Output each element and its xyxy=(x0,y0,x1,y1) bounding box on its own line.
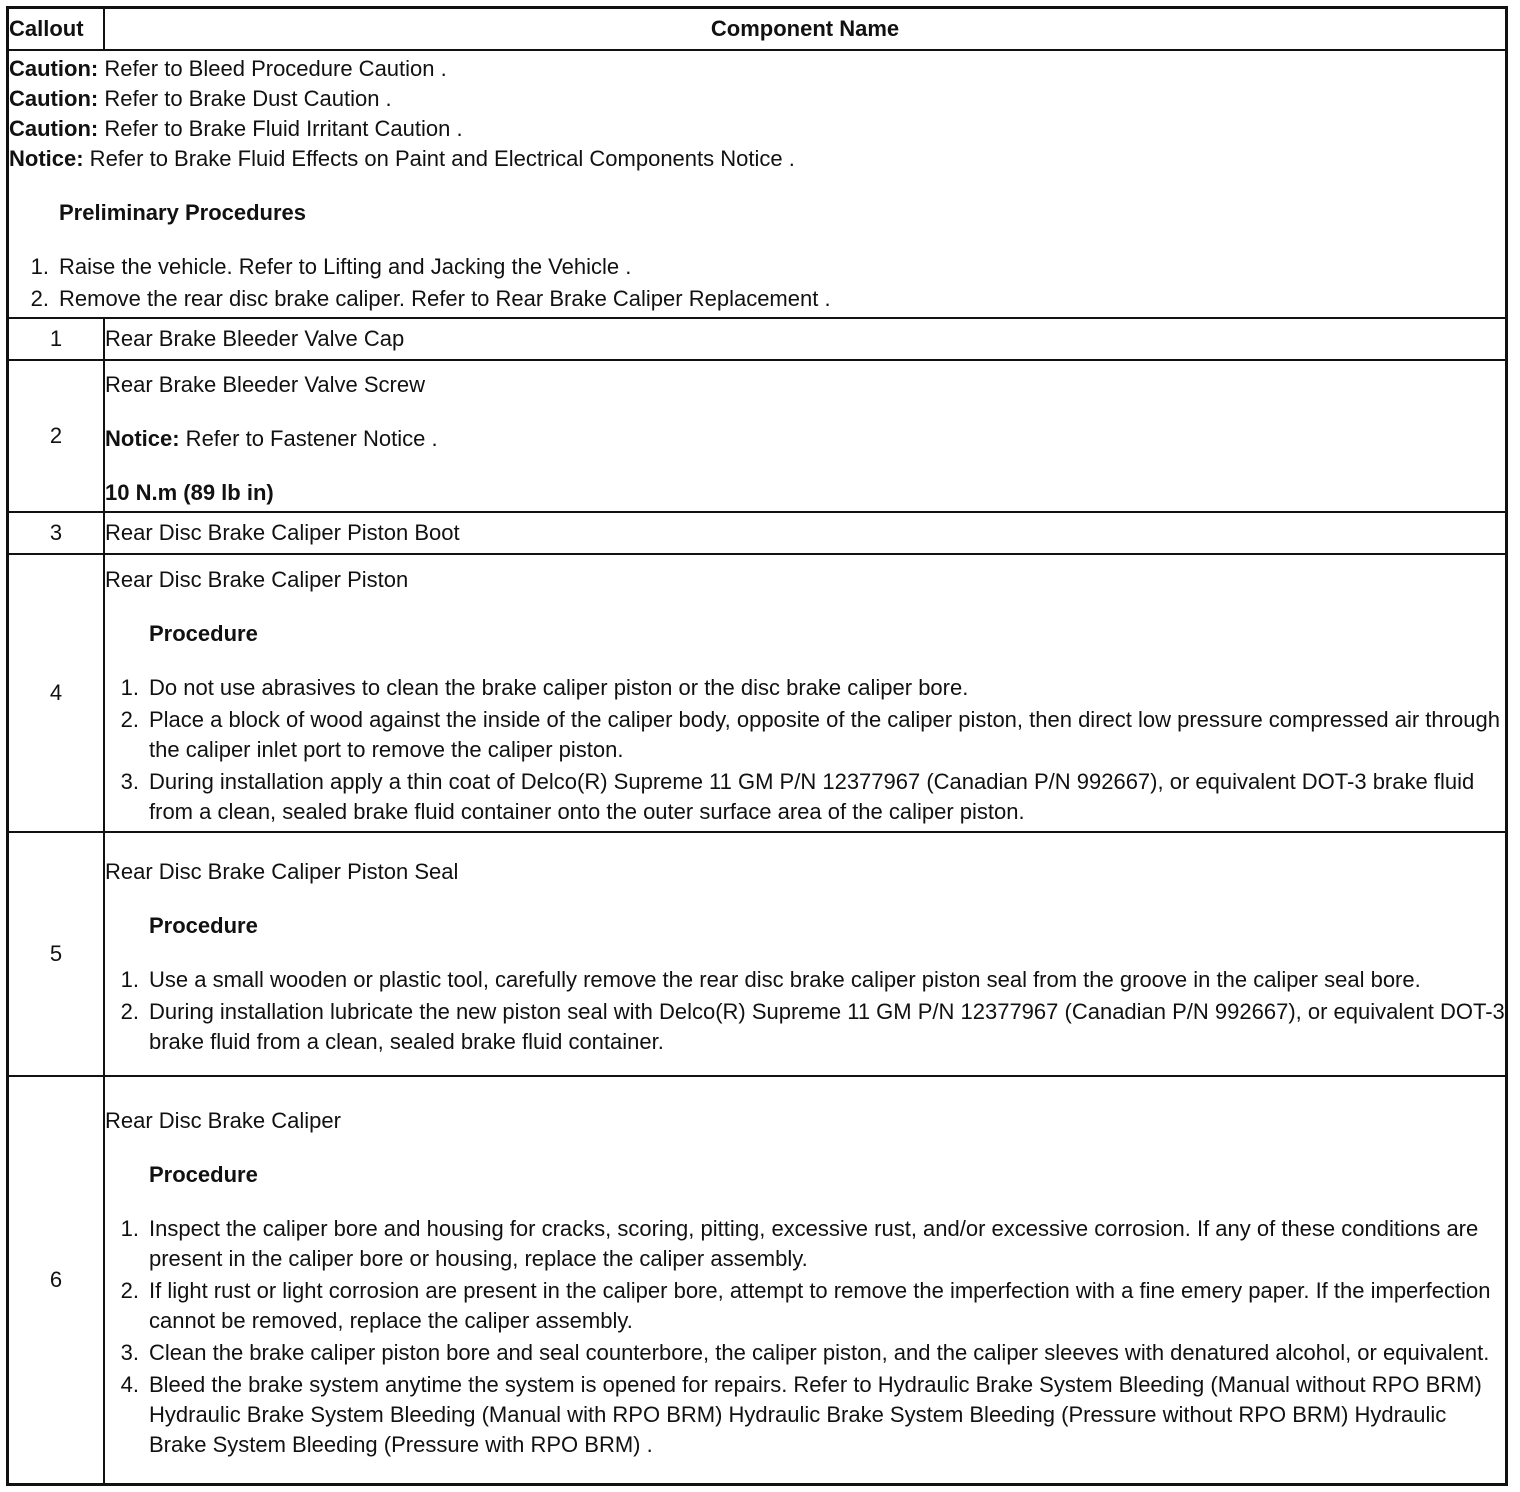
header-row xyxy=(8,8,1507,51)
component-cell xyxy=(104,1076,1507,1485)
preliminary-steps xyxy=(9,252,1505,314)
component-name: Rear Disc Brake Caliper Piston Boot xyxy=(104,512,1507,554)
torque-spec: 10 N.m (89 lb in) xyxy=(105,480,274,505)
procedure-title: Procedure xyxy=(149,913,258,938)
notice-note: Notice: Refer to Fastener Notice . xyxy=(105,426,438,451)
table-row xyxy=(8,832,1507,1076)
list-item: 3. During installation apply a thin coat of Delco(R) Supreme 11 GM P/N 12377967 (Canadian P/N 992667), or equivalent DOT-3 brake fluid from a clean, sealed brake fluid container onto the outer surface area of the caliper piston. xyxy=(120,769,1475,824)
table-row xyxy=(8,360,1507,512)
component-cell xyxy=(104,832,1507,1076)
list-item: 3. Clean the brake caliper piston bore and seal counterbore, the caliper piston, and the caliper sleeves with denatured alcohol, or equivalent. xyxy=(120,1340,1490,1365)
component-cell xyxy=(104,360,1507,512)
callout-number: 3 xyxy=(8,512,105,554)
list-item: 1. Do not use abrasives to clean the brake caliper piston or the disc brake caliper bore. xyxy=(120,675,969,700)
procedure-steps xyxy=(105,965,1505,1057)
component-name: Rear Brake Bleeder Valve Cap xyxy=(104,318,1507,360)
preliminary-procedures-title: Preliminary Procedures xyxy=(59,200,307,225)
component-name-header: Component Name xyxy=(104,8,1507,51)
list-item: 4. Bleed the brake system anytime the system is opened for repairs. Refer to Hydraulic Brake System Bleeding (Manual without RPO BRM) Hydraulic Brake System Bleeding (Manual with RPO BRM) Hydraulic Brake System Bleeding (Pressure without RPO BRM) Hydraulic Brake System Bleeding (Pressure with RPO BRM) . xyxy=(120,1372,1482,1457)
caution-note: Caution: Refer to Brake Fluid Irritant Caution . xyxy=(9,116,463,141)
component-name: Rear Disc Brake Caliper Piston Seal xyxy=(105,859,459,884)
callout-number: 4 xyxy=(8,554,105,832)
list-item: 2. If light rust or light corrosion are present in the caliper bore, attempt to remove the imperfection with a fine emery paper. If the imperfection cannot be removed, replace the caliper assembly. xyxy=(120,1278,1491,1333)
table-row xyxy=(8,512,1507,554)
callout-number: 5 xyxy=(8,832,105,1076)
procedure-steps xyxy=(105,1214,1505,1460)
list-item: 1. Use a small wooden or plastic tool, carefully remove the rear disc brake caliper piston seal from the groove in the caliper seal bore. xyxy=(120,967,1421,992)
component-table xyxy=(6,6,1508,1486)
table-row xyxy=(8,318,1507,360)
table-row xyxy=(8,1076,1507,1485)
callout-header: Callout xyxy=(8,8,105,51)
notice-note: Notice: Refer to Brake Fluid Effects on Paint and Electrical Components Notice . xyxy=(9,146,795,171)
component-name: Rear Brake Bleeder Valve Screw xyxy=(105,372,425,397)
caution-note: Caution: Refer to Brake Dust Caution . xyxy=(9,86,392,111)
component-name: Rear Disc Brake Caliper xyxy=(105,1108,341,1133)
component-name: Rear Disc Brake Caliper Piston xyxy=(105,567,409,592)
callout-number: 1 xyxy=(8,318,105,360)
list-item: 1. Inspect the caliper bore and housing for cracks, scoring, pitting, excessive rust, and/or excessive corrosion. If any of these conditions are present in the caliper bore or housing, replace the caliper assembly. xyxy=(120,1216,1479,1271)
table-row xyxy=(8,554,1507,832)
caution-note: Caution: Refer to Bleed Procedure Caution . xyxy=(9,56,447,81)
list-item: 1. Raise the vehicle. Refer to Lifting and Jacking the Vehicle . xyxy=(30,254,632,279)
procedure-title: Procedure xyxy=(149,1162,258,1187)
component-cell xyxy=(104,554,1507,832)
list-item: 2. During installation lubricate the new piston seal with Delco(R) Supreme 11 GM P/N 12377967 (Canadian P/N 992667), or equivalent DOT-3 brake fluid from a clean, sealed brake fluid container. xyxy=(120,999,1505,1054)
procedure-steps xyxy=(105,673,1505,827)
callout-number: 6 xyxy=(8,1076,105,1485)
general-notes-cell xyxy=(8,50,1507,318)
general-row xyxy=(8,50,1507,318)
list-item: 2. Remove the rear disc brake caliper. Refer to Rear Brake Caliper Replacement . xyxy=(30,286,831,311)
callout-number: 2 xyxy=(8,360,105,512)
list-item: 2. Place a block of wood against the inside of the caliper body, opposite of the caliper piston, then direct low pressure compressed air through the caliper inlet port to remove the caliper piston. xyxy=(120,707,1500,762)
procedure-title: Procedure xyxy=(149,621,258,646)
